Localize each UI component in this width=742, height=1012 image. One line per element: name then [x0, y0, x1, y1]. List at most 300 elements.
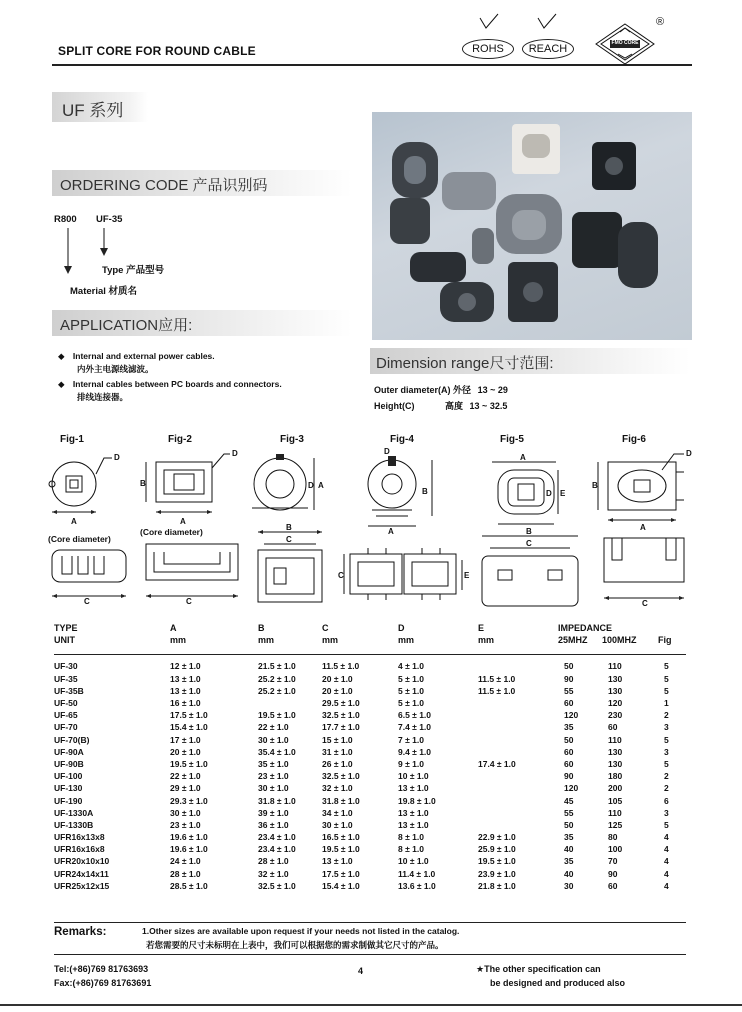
fig-1-side-drawing — [44, 546, 134, 606]
cell-b: 22 ± 1.0 — [258, 722, 289, 733]
cell-type: UF-30 — [54, 661, 78, 672]
cell-type: UF-1330B — [54, 819, 94, 830]
product-photo-illustration — [372, 112, 692, 340]
impedance-header: IMPEDANCE — [558, 623, 613, 634]
cell-c: 16.5 ± 1.0 — [322, 832, 360, 843]
footer-fax: Fax:(+86)769 81763691 — [54, 978, 152, 988]
cell-type: UF-130 — [54, 783, 83, 794]
table-header-row-2 — [54, 634, 686, 646]
spec-table-body — [54, 660, 686, 892]
table-row — [54, 855, 686, 867]
series-title-band — [52, 92, 148, 122]
application-item-2-en: Internal cables between PC boards and connectors. — [72, 379, 282, 389]
cell-fig: 2 — [664, 710, 669, 721]
cell-b: 19.5 ± 1.0 — [258, 710, 296, 721]
cell-a: 28.5 ± 1.0 — [170, 880, 208, 891]
cell-d: 13.6 ± 1.0 — [398, 880, 436, 891]
cell-c: 31 ± 1.0 — [322, 746, 353, 757]
cell-imp-25mhz: 90 — [564, 673, 574, 684]
ordering-code-band — [52, 170, 352, 196]
cell-a: 22 ± 1.0 — [170, 771, 201, 782]
cell-imp-100mhz: 100 — [608, 844, 623, 855]
cell-fig: 5 — [664, 661, 669, 672]
fig-1-label: Fig-1 — [60, 434, 84, 445]
cell-b: 39 ± 1.0 — [258, 807, 289, 818]
table-row — [54, 831, 686, 843]
cell-c: 32.5 ± 1.0 — [322, 710, 360, 721]
unit-e: mm — [478, 635, 495, 646]
dimension-row-height — [374, 399, 507, 412]
table-top-rule — [54, 654, 686, 655]
svg-text:C: C — [526, 539, 532, 548]
cell-type: UFR16x13x8 — [54, 832, 105, 843]
application-item-2-cn: 排线连接器。 — [77, 392, 129, 402]
table-row — [54, 819, 686, 831]
cell-b: 23.4 ± 1.0 — [258, 844, 296, 855]
code-type: UF-35 — [96, 214, 123, 225]
cell-imp-100mhz: 90 — [608, 868, 618, 879]
dimension-height-cn: 高度 — [445, 401, 464, 411]
cell-type: UFR20x10x10 — [54, 856, 110, 867]
cell-fig: 5 — [664, 734, 669, 745]
footer-note-2: be designed and produced also — [490, 978, 626, 988]
unit-d: mm — [398, 635, 415, 646]
remarks-rule — [54, 954, 686, 955]
cell-d: 13 ± 1.0 — [398, 783, 429, 794]
footer-note-1: ★The other specification can — [476, 964, 601, 974]
cell-d: 8 ± 1.0 — [398, 832, 424, 843]
svg-text:A: A — [318, 481, 324, 490]
cell-b: 25.2 ± 1.0 — [258, 685, 296, 696]
series-title: UF 系列 — [62, 101, 124, 120]
rohs-badge: ROHS — [462, 39, 514, 59]
fig-3-label: Fig-3 — [280, 434, 304, 445]
cell-a: 13 ± 1.0 — [170, 673, 201, 684]
cell-a: 29.3 ± 1.0 — [170, 795, 208, 806]
cell-c: 15 ± 1.0 — [322, 734, 353, 745]
cell-type: UF-1330A — [54, 807, 94, 818]
col-type-header: TYPE — [54, 623, 78, 634]
cell-e: 25.9 ± 1.0 — [478, 844, 516, 855]
cell-a: 24 ± 1.0 — [170, 856, 201, 867]
svg-text:C: C — [84, 597, 90, 606]
svg-text:D: D — [232, 449, 238, 458]
cell-imp-100mhz: 230 — [608, 710, 623, 721]
cell-imp-100mhz: 180 — [608, 771, 623, 782]
cell-e — [478, 721, 558, 733]
cell-imp-25mhz: 45 — [564, 795, 574, 806]
page-header-title: SPLIT CORE FOR ROUND CABLE — [58, 44, 256, 58]
cell-imp-100mhz: 70 — [608, 856, 618, 867]
cell-imp-100mhz: 105 — [608, 795, 623, 806]
cell-c: 34 ± 1.0 — [322, 807, 353, 818]
cell-e — [478, 746, 558, 758]
cell-fig: 4 — [664, 856, 669, 867]
cell-b: 35.4 ± 1.0 — [258, 746, 296, 757]
cell-fig: 3 — [664, 807, 669, 818]
fig-6-label: Fig-6 — [622, 434, 646, 445]
cell-imp-100mhz: 130 — [608, 685, 623, 696]
cell-a: 15.4 ± 1.0 — [170, 722, 208, 733]
svg-text:E: E — [560, 489, 566, 498]
cell-a: 19.5 ± 1.0 — [170, 758, 208, 769]
cell-d: 19.8 ± 1.0 — [398, 795, 436, 806]
cell-type: UF-190 — [54, 795, 83, 806]
cell-imp-100mhz: 110 — [608, 807, 622, 818]
col-unit-header: UNIT — [54, 635, 75, 646]
cell-imp-100mhz: 200 — [608, 783, 623, 794]
cell-type: UF-100 — [54, 771, 83, 782]
svg-text:B: B — [592, 481, 598, 490]
svg-text:C: C — [286, 535, 292, 544]
svg-text:D: D — [686, 449, 692, 458]
cell-imp-100mhz: 120 — [608, 698, 623, 709]
cell-type: UF-90B — [54, 758, 84, 769]
application-item-1 — [58, 350, 215, 376]
cell-a: 13 ± 1.0 — [170, 685, 201, 696]
page-number: 4 — [358, 966, 364, 976]
cell-e: 19.5 ± 1.0 — [478, 856, 516, 867]
cell-a: 17 ± 1.0 — [170, 734, 201, 745]
cell-imp-100mhz: 110 — [608, 661, 622, 672]
imp-25mhz-header: 25MHZ — [558, 635, 588, 646]
table-row — [54, 734, 686, 746]
cell-a: 12 ± 1.0 — [170, 661, 201, 672]
table-row — [54, 721, 686, 733]
cell-fig: 5 — [664, 758, 669, 769]
table-row — [54, 807, 686, 819]
svg-text:A: A — [388, 527, 394, 536]
fig-1-drawing — [44, 444, 128, 528]
cell-a: 23 ± 1.0 — [170, 819, 201, 830]
svg-text:C: C — [186, 597, 192, 606]
dimension-height-label: Height(C) — [374, 401, 415, 411]
cell-fig: 3 — [664, 746, 669, 757]
cell-imp-100mhz: 60 — [608, 880, 618, 891]
fig-3-side-drawing — [246, 524, 336, 608]
cell-b: 25.2 ± 1.0 — [258, 673, 296, 684]
table-row — [54, 746, 686, 758]
reach-badge: REACH — [522, 39, 574, 59]
svg-text:A: A — [180, 517, 186, 526]
cell-imp-25mhz: 60 — [564, 746, 574, 757]
spec-table — [54, 622, 686, 892]
col-d-header: D — [398, 623, 405, 634]
cell-e — [478, 709, 558, 721]
cell-e — [478, 734, 558, 746]
cell-b: 30 ± 1.0 — [258, 783, 289, 794]
cell-d: 11.4 ± 1.0 — [398, 868, 436, 879]
application-item-1-en: Internal and external power cables. — [72, 351, 215, 361]
cell-e — [478, 697, 558, 709]
cell-type: UFR24x14x11 — [54, 868, 109, 879]
fig-4-label: Fig-4 — [390, 434, 414, 445]
table-row — [54, 880, 686, 892]
cell-type: UF-35 — [54, 673, 78, 684]
svg-text:A: A — [520, 453, 526, 462]
cell-b: 32 ± 1.0 — [258, 868, 289, 879]
table-row — [54, 709, 686, 721]
fig-4-drawing — [356, 444, 452, 536]
dimension-outer-label: Outer diameter(A) — [374, 385, 451, 395]
cell-fig: 5 — [664, 685, 669, 696]
table-row — [54, 868, 686, 880]
cell-d: 5 ± 1.0 — [398, 673, 424, 684]
cell-a: 19.6 ± 1.0 — [170, 832, 208, 843]
table-row — [54, 770, 686, 782]
table-header-row-1 — [54, 622, 686, 634]
cell-imp-25mhz: 50 — [564, 734, 574, 745]
svg-text:D: D — [384, 447, 390, 456]
svg-text:C: C — [338, 571, 344, 580]
cell-type: UF-90A — [54, 746, 84, 757]
cell-imp-25mhz: 50 — [564, 819, 574, 830]
cell-imp-100mhz: 130 — [608, 758, 623, 769]
fig-5-side-drawing — [476, 526, 586, 610]
cell-imp-100mhz: 80 — [608, 832, 618, 843]
cell-d: 7 ± 1.0 — [398, 734, 424, 745]
fig-header: Fig — [658, 635, 672, 646]
fig-6-side-drawing — [596, 534, 696, 610]
cell-imp-25mhz: 55 — [564, 685, 574, 696]
cell-b: 21.5 ± 1.0 — [258, 661, 296, 672]
cell-e — [478, 794, 558, 806]
cell-type: UFR25x12x15 — [54, 880, 110, 891]
cell-fig: 3 — [664, 722, 669, 733]
cell-a: 19.6 ± 1.0 — [170, 844, 208, 855]
cell-imp-25mhz: 40 — [564, 868, 574, 879]
cell-e: 11.5 ± 1.0 — [478, 673, 516, 684]
remarks-cn: 若您需要的尺寸未标明在上表中，我们可以根据您的需求制做其它尺寸的产品。 — [146, 940, 444, 950]
cell-imp-25mhz: 50 — [564, 661, 574, 672]
cell-c: 31.8 ± 1.0 — [322, 795, 360, 806]
svg-text:B: B — [140, 479, 146, 488]
cell-d: 5 ± 1.0 — [398, 685, 424, 696]
cell-c: 30 ± 1.0 — [322, 819, 353, 830]
cell-b: 30 ± 1.0 — [258, 734, 289, 745]
reach-check-icon — [538, 14, 556, 28]
cell-imp-25mhz: 30 — [564, 880, 574, 891]
cell-d: 8 ± 1.0 — [398, 844, 424, 855]
fig-2-drawing — [140, 444, 240, 528]
unit-b: mm — [258, 635, 275, 646]
cell-fig: 4 — [664, 868, 669, 879]
application-item-2 — [58, 378, 282, 404]
cell-c: 15.4 ± 1.0 — [322, 880, 360, 891]
cell-b: 31.8 ± 1.0 — [258, 795, 296, 806]
svg-text:D: D — [546, 489, 552, 498]
table-row — [54, 782, 686, 794]
cell-imp-25mhz: 35 — [564, 722, 574, 733]
cell-a: 30 ± 1.0 — [170, 807, 201, 818]
cell-fig: 5 — [664, 819, 669, 830]
cell-a: 28 ± 1.0 — [170, 868, 201, 879]
table-row — [54, 758, 686, 770]
page-bottom-rule — [0, 1004, 742, 1006]
unit-a: mm — [170, 635, 187, 646]
svg-text:A: A — [71, 517, 77, 526]
fig-1-core-diameter: (Core diameter) — [48, 534, 111, 544]
cell-c: 32.5 ± 1.0 — [322, 771, 360, 782]
cell-d: 13 ± 1.0 — [398, 807, 429, 818]
cell-e — [478, 660, 558, 672]
cell-b: 28 ± 1.0 — [258, 856, 289, 867]
remarks-en: 1.Other sizes are available upon request if your needs not listed in the catalog. — [142, 926, 460, 936]
table-row — [54, 843, 686, 855]
fig-5-drawing — [486, 444, 576, 532]
dimension-outer-value: 13 ~ 29 — [477, 385, 508, 395]
cell-c: 26 ± 1.0 — [322, 758, 353, 769]
diamond-bullet-icon: ◆ — [58, 379, 65, 389]
cell-d: 9 ± 1.0 — [398, 758, 424, 769]
svg-text:B: B — [286, 524, 292, 532]
cell-type: UF-50 — [54, 698, 78, 709]
cell-c: 17.5 ± 1.0 — [322, 868, 360, 879]
cell-imp-25mhz: 35 — [564, 832, 574, 843]
cell-c: 17.7 ± 1.0 — [322, 722, 360, 733]
unit-c: mm — [322, 635, 339, 646]
cell-a: 29 ± 1.0 — [170, 783, 201, 794]
cell-d: 9.4 ± 1.0 — [398, 746, 432, 757]
footer-tel: Tel:(+86)769 81763693 — [54, 964, 149, 974]
cell-c: 11.5 ± 1.0 — [322, 661, 360, 672]
material-arrow-head — [64, 266, 72, 274]
cell-e: 11.5 ± 1.0 — [478, 685, 516, 696]
cell-b: 23 ± 1.0 — [258, 771, 289, 782]
cell-imp-25mhz: 60 — [564, 758, 574, 769]
col-a-header: A — [170, 623, 177, 634]
svg-text:B: B — [422, 487, 428, 496]
cell-d: 13 ± 1.0 — [398, 819, 429, 830]
remarks-label: Remarks: — [54, 926, 107, 938]
cell-e: 21.8 ± 1.0 — [478, 880, 516, 891]
type-label: Type 产品型号 — [102, 265, 165, 276]
cell-d: 5 ± 1.0 — [398, 698, 424, 709]
dimension-row-outer — [374, 383, 508, 396]
fig-2-label: Fig-2 — [168, 434, 192, 445]
cell-type: UF-65 — [54, 710, 78, 721]
logo-text: FMO CORE — [611, 40, 639, 46]
table-row — [54, 685, 686, 697]
col-e-header: E — [478, 623, 485, 634]
cell-e: 22.9 ± 1.0 — [478, 832, 516, 843]
fig-5-label: Fig-5 — [500, 434, 524, 445]
cell-b: 35 ± 1.0 — [258, 758, 289, 769]
application-heading: APPLICATION应用: — [60, 317, 193, 334]
table-row — [54, 673, 686, 685]
cell-c: 13 ± 1.0 — [322, 856, 353, 867]
cell-a: 17.5 ± 1.0 — [170, 710, 208, 721]
table-bottom-rule — [54, 922, 686, 923]
registered-mark: ® — [656, 16, 665, 28]
cell-imp-25mhz: 120 — [564, 710, 579, 721]
table-row — [54, 697, 686, 709]
cell-imp-100mhz: 125 — [608, 819, 623, 830]
cell-fig: 5 — [664, 673, 669, 684]
cell-a: 20 ± 1.0 — [170, 746, 201, 757]
cell-b — [258, 697, 322, 709]
cell-c: 20 ± 1.0 — [322, 685, 353, 696]
cell-fig: 2 — [664, 771, 669, 782]
cell-imp-25mhz: 40 — [564, 844, 574, 855]
col-b-header: B — [258, 623, 265, 634]
cell-fig: 6 — [664, 795, 669, 806]
fig-4-side-drawing — [338, 540, 478, 610]
cell-fig: 2 — [664, 783, 669, 794]
imp-100mhz-header: 100MHZ — [602, 635, 637, 646]
cell-d: 4 ± 1.0 — [398, 661, 424, 672]
cell-e — [478, 807, 558, 819]
svg-text:A: A — [640, 523, 646, 532]
cell-e: 23.9 ± 1.0 — [478, 868, 516, 879]
application-item-1-cn: 内外主电源线滤波。 — [77, 364, 154, 374]
product-photo — [372, 112, 692, 340]
cell-imp-25mhz: 35 — [564, 856, 574, 867]
cell-d: 7.4 ± 1.0 — [398, 722, 432, 733]
cell-fig: 1 — [664, 698, 669, 709]
cell-type: UF-70(B) — [54, 734, 90, 745]
cell-type: UFR16x16x8 — [54, 844, 105, 855]
table-row — [54, 794, 686, 806]
cell-fig: 4 — [664, 844, 669, 855]
svg-text:E: E — [464, 571, 470, 580]
cell-imp-25mhz: 90 — [564, 771, 574, 782]
cell-a: 16 ± 1.0 — [170, 698, 201, 709]
dimension-height-value: 13 ~ 32.5 — [469, 401, 508, 411]
cell-d: 10 ± 1.0 — [398, 771, 429, 782]
cell-c: 29.5 ± 1.0 — [322, 698, 360, 709]
table-row — [54, 660, 686, 672]
cell-c: 32 ± 1.0 — [322, 783, 353, 794]
fig-2-side-drawing — [140, 540, 244, 606]
ordering-code-heading: ORDERING CODE 产品识别码 — [60, 177, 268, 194]
cell-e — [478, 770, 558, 782]
cell-e — [478, 819, 558, 831]
fig-2-core-diameter: (Core diameter) — [140, 527, 203, 537]
cell-type: UF-70 — [54, 722, 78, 733]
cell-fig: 4 — [664, 880, 669, 891]
cell-imp-25mhz: 60 — [564, 698, 574, 709]
dimension-range-band — [370, 348, 690, 374]
rohs-check-icon — [480, 14, 498, 28]
cell-c: 19.5 ± 1.0 — [322, 844, 360, 855]
cell-imp-25mhz: 120 — [564, 783, 579, 794]
cell-e — [478, 782, 558, 794]
svg-text:C: C — [642, 599, 648, 608]
cell-e: 17.4 ± 1.0 — [478, 758, 516, 769]
cell-d: 6.5 ± 1.0 — [398, 710, 432, 721]
diamond-bullet-icon: ◆ — [58, 351, 65, 361]
cell-imp-100mhz: 110 — [608, 734, 622, 745]
cell-fig: 4 — [664, 832, 669, 843]
material-label: Material 材质名 — [70, 286, 138, 297]
cell-b: 36 ± 1.0 — [258, 819, 289, 830]
svg-text:D: D — [308, 481, 314, 490]
cell-type: UF-35B — [54, 685, 84, 696]
fig-6-drawing — [592, 444, 702, 532]
cell-imp-100mhz: 60 — [608, 722, 618, 733]
cell-b: 32.5 ± 1.0 — [258, 880, 296, 891]
cell-imp-100mhz: 130 — [608, 746, 623, 757]
col-c-header: C — [322, 623, 329, 634]
type-arrow-head — [100, 248, 108, 256]
cell-d: 10 ± 1.0 — [398, 856, 429, 867]
svg-text:D: D — [114, 453, 120, 462]
code-material: R800 — [54, 214, 77, 225]
dimension-range-heading: Dimension range尺寸范围: — [376, 355, 554, 372]
application-band — [52, 310, 352, 336]
svg-text:B: B — [526, 527, 532, 536]
